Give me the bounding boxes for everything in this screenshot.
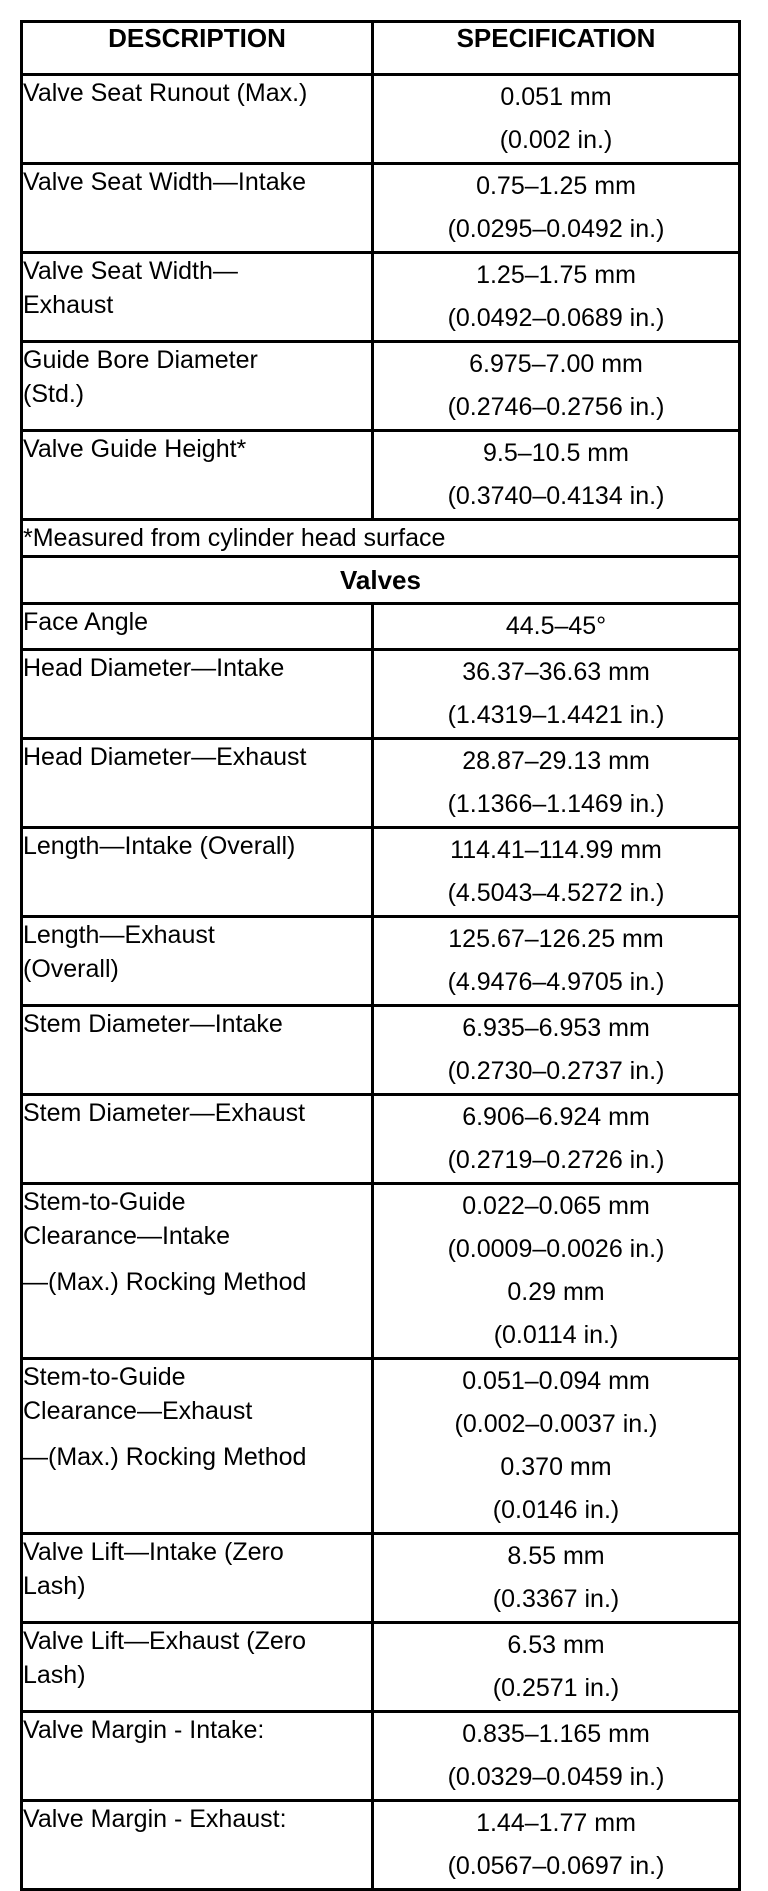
table-row	[22, 164, 740, 253]
description-cell	[22, 342, 373, 431]
table-row	[22, 828, 740, 917]
description-cell	[22, 253, 373, 342]
specification-text: 125.67–126.25 mm	[448, 925, 664, 953]
description-text: Valve Seat Runout (Max.)	[23, 79, 308, 107]
description-cell	[22, 828, 373, 917]
specification-text: 0.75–1.25 mm	[476, 172, 636, 200]
seat-guide-rows	[22, 75, 740, 520]
specification-text: 0.022–0.065 mm	[462, 1192, 650, 1220]
description-text: Stem Diameter—Intake	[23, 1010, 283, 1038]
specification-text: (0.0009–0.0026 in.)	[447, 1235, 665, 1263]
specification-text: 36.37–36.63 mm	[462, 658, 650, 686]
description-cell	[22, 604, 373, 650]
description-text: Valve Seat Width—	[23, 257, 238, 285]
description-text: Stem-to-Guide	[23, 1363, 186, 1391]
description-cell	[22, 1534, 373, 1623]
specification-cell	[373, 1006, 740, 1095]
specification-text: (0.2719–0.2726 in.)	[447, 1146, 665, 1174]
table-row	[22, 917, 740, 1006]
table-row	[22, 1359, 740, 1534]
description-text: Length—Intake (Overall)	[23, 832, 296, 860]
specification-cell	[373, 739, 740, 828]
table-row	[22, 604, 740, 650]
table-row	[22, 1184, 740, 1359]
specification-text: (0.2571 in.)	[492, 1674, 620, 1702]
description-text: Head Diameter—Intake	[23, 654, 285, 682]
specification-cell	[373, 431, 740, 520]
specification-text: (0.0114 in.)	[493, 1321, 619, 1349]
specification-text: (0.0329–0.0459 in.)	[447, 1763, 665, 1791]
specification-text: 6.975–7.00 mm	[469, 350, 643, 378]
table-row	[22, 342, 740, 431]
description-text: Lash)	[23, 1572, 86, 1600]
description-text: (Overall)	[23, 955, 119, 983]
specification-cell	[373, 75, 740, 164]
description-cell	[22, 650, 373, 739]
specification-text: 8.55 mm	[507, 1542, 605, 1570]
description-cell	[22, 1801, 373, 1890]
specification-text: 9.5–10.5 mm	[483, 439, 629, 467]
specification-cell	[373, 650, 740, 739]
specification-text: (1.4319–1.4421 in.)	[447, 701, 665, 729]
specification-cell	[373, 828, 740, 917]
valve-rows	[22, 604, 740, 1890]
specification-text: (0.0146 in.)	[492, 1496, 620, 1524]
specification-text: (0.002 in.)	[499, 126, 613, 154]
description-text: Length—Exhaust	[23, 921, 215, 949]
description-text: Lash)	[23, 1661, 86, 1689]
specification-cell	[373, 342, 740, 431]
table-row	[22, 1801, 740, 1890]
table-row	[22, 75, 740, 164]
specification-text: 0.051–0.094 mm	[462, 1367, 650, 1395]
specification-cell	[373, 1712, 740, 1801]
specification-text: 114.41–114.99 mm	[450, 836, 662, 864]
description-text: Clearance—Intake	[23, 1222, 231, 1250]
table-row	[22, 253, 740, 342]
description-text: (Std.)	[23, 380, 85, 408]
specification-cell	[373, 604, 740, 650]
table-row	[22, 739, 740, 828]
specification-cell	[373, 1534, 740, 1623]
specification-text: (0.0492–0.0689 in.)	[447, 304, 665, 332]
description-text: Exhaust	[23, 291, 114, 319]
specification-text: (0.3740–0.4134 in.)	[447, 482, 665, 510]
specification-cell	[373, 917, 740, 1006]
section-row	[22, 557, 740, 604]
description-cell	[22, 431, 373, 520]
description-cell	[22, 164, 373, 253]
section-heading-valves: Valves	[22, 557, 740, 604]
specification-cell	[373, 1623, 740, 1712]
specification-cell	[373, 1095, 740, 1184]
specification-text: 28.87–29.13 mm	[462, 747, 650, 775]
specification-text: (0.0567–0.0697 in.)	[447, 1852, 665, 1880]
description-cell	[22, 1006, 373, 1095]
description-cell	[22, 1359, 373, 1534]
specification-column-header: SPECIFICATION	[373, 22, 740, 75]
specification-text: (1.1366–1.1469 in.)	[447, 790, 665, 818]
specification-text: (0.3367 in.)	[492, 1585, 620, 1613]
specification-text: (0.0295–0.0492 in.)	[447, 215, 665, 243]
description-text: Clearance—Exhaust	[23, 1397, 253, 1425]
specification-text: (4.9476–4.9705 in.)	[447, 968, 665, 996]
description-text: —(Max.) Rocking Method	[23, 1268, 307, 1296]
specification-text: (0.2746–0.2756 in.)	[447, 393, 665, 421]
description-text: Head Diameter—Exhaust	[23, 743, 307, 771]
specification-text: 0.370 mm	[500, 1453, 612, 1481]
specification-cell	[373, 1801, 740, 1890]
description-text: Valve Margin - Exhaust:	[23, 1805, 287, 1833]
specification-cell	[373, 1359, 740, 1534]
description-text: Stem-to-Guide	[23, 1188, 186, 1216]
specification-text: 6.935–6.953 mm	[462, 1014, 650, 1042]
specification-text: (0.002–0.0037 in.)	[454, 1410, 658, 1438]
specification-text: (0.2730–0.2737 in.)	[447, 1057, 665, 1085]
table-row	[22, 1095, 740, 1184]
description-text: Valve Seat Width—Intake	[23, 168, 307, 196]
table-row	[22, 1623, 740, 1712]
specification-text: 1.44–1.77 mm	[476, 1809, 636, 1837]
specification-text: 6.53 mm	[507, 1631, 605, 1659]
spec-page	[20, 20, 738, 1891]
table-row	[22, 431, 740, 520]
specification-text: 0.835–1.165 mm	[462, 1720, 650, 1748]
description-text: Valve Lift—Intake (Zero	[23, 1538, 284, 1566]
table-row	[22, 1534, 740, 1623]
description-cell	[22, 917, 373, 1006]
specification-text: 0.051 mm	[500, 83, 612, 111]
description-cell	[22, 1712, 373, 1801]
description-text: Valve Guide Height*	[23, 435, 247, 463]
specification-table	[20, 20, 741, 1891]
description-cell	[22, 1095, 373, 1184]
description-text: Valve Lift—Exhaust (Zero	[23, 1627, 306, 1655]
specification-cell	[373, 253, 740, 342]
specification-text: (4.5043–4.5272 in.)	[447, 879, 665, 907]
table-header-row	[22, 22, 740, 75]
specification-text: 44.5–45°	[505, 612, 607, 640]
description-text: Stem Diameter—Exhaust	[23, 1099, 306, 1127]
description-column-header: DESCRIPTION	[22, 22, 373, 75]
footnote: *Measured from cylinder head surface	[22, 520, 740, 557]
footnote-row	[22, 520, 740, 557]
specification-text: 0.29 mm	[507, 1278, 605, 1306]
specification-cell	[373, 1184, 740, 1359]
specification-text: 1.25–1.75 mm	[476, 261, 636, 289]
table-row	[22, 650, 740, 739]
description-text: Valve Margin - Intake:	[23, 1716, 265, 1744]
description-cell	[22, 1623, 373, 1712]
description-text: Face Angle	[23, 608, 149, 636]
description-text: —(Max.) Rocking Method	[23, 1443, 307, 1471]
specification-cell	[373, 164, 740, 253]
table-row	[22, 1712, 740, 1801]
description-text: Guide Bore Diameter	[23, 346, 258, 374]
specification-text: 6.906–6.924 mm	[462, 1103, 650, 1131]
description-cell	[22, 1184, 373, 1359]
description-cell	[22, 75, 373, 164]
table-row	[22, 1006, 740, 1095]
description-cell	[22, 739, 373, 828]
